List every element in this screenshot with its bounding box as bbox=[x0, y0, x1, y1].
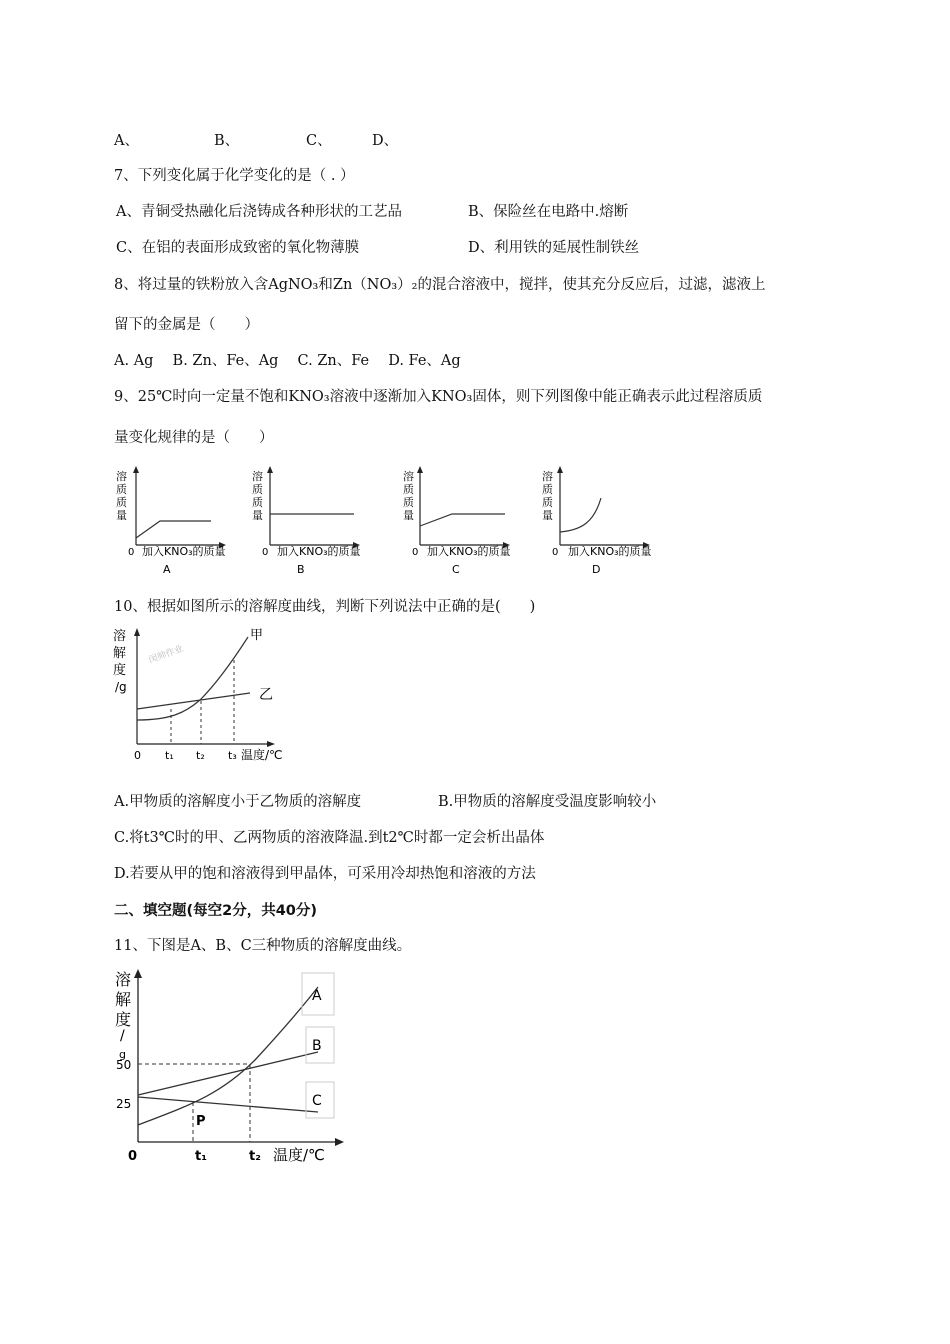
q9-stem-line2: 量变化规律的是（ ） bbox=[114, 430, 274, 446]
q7-option-d: D、利用铁的延展性制铁丝 bbox=[468, 240, 640, 256]
q10-option-d: D.若要从甲的饱和溶液得到甲晶体，可采用冷却热饱和溶液的方法 bbox=[114, 866, 536, 882]
q10-curve-jia bbox=[137, 637, 248, 720]
q10-option-b: B.甲物质的溶解度受温度影响较小 bbox=[438, 794, 657, 810]
q9-c-ylabel-3: 质 bbox=[403, 496, 414, 509]
q9-c-ylabel-4: 量 bbox=[403, 509, 414, 522]
q10-solubility-graph bbox=[110, 625, 310, 770]
q9-curve-d bbox=[560, 498, 601, 532]
q9-graph-b bbox=[252, 466, 361, 576]
q11-label-c: C bbox=[312, 1093, 322, 1109]
q9-stem-line1: 9、25℃时向一定量不饱和KNO₃溶液中逐渐加入KNO₃固体，则下列图像中能正确表示此过程溶质质 bbox=[114, 389, 763, 405]
q7-option-b: B、保险丝在电路中.熔断 bbox=[468, 204, 629, 220]
q9-b-xlabel: 加入KNO₃的质量 bbox=[277, 545, 361, 558]
q9-a-ylabel-3: 质 bbox=[116, 496, 127, 509]
q10-tick-t3: t₃ bbox=[228, 749, 237, 762]
q10-ylabel-2: 解 bbox=[113, 646, 127, 661]
q9-c-letter: C bbox=[452, 563, 460, 576]
q9-d-ylabel-1: 溶 bbox=[542, 470, 553, 483]
q10-watermark: 闵帅作业 bbox=[147, 644, 185, 666]
q9-c-xlabel: 加入KNO₃的质量 bbox=[427, 545, 511, 558]
q8-stem-line1: 8、将过量的铁粉放入含AgNO₃和Zn（NO₃）₂的混合溶液中，搅拌，使其充分反应后，过滤，滤液上 bbox=[114, 277, 766, 293]
q9-curve-a bbox=[136, 521, 211, 538]
q11-curve-c bbox=[138, 1097, 318, 1112]
q9-graph-d bbox=[542, 466, 652, 576]
q8-options: A. Ag B. Zn、Fe、Ag C. Zn、Fe D. Fe、Ag bbox=[114, 353, 461, 369]
q11-xtick-t2: t₂ bbox=[249, 1149, 261, 1164]
q9-graph-c bbox=[403, 466, 511, 576]
q9-b-ylabel-4: 量 bbox=[252, 509, 263, 522]
q9-d-ylabel-2: 质 bbox=[542, 483, 553, 496]
q9-curve-c bbox=[420, 514, 505, 526]
q6-option-c: C、 bbox=[306, 133, 332, 149]
q9-b-origin: 0 bbox=[262, 547, 269, 558]
q11-label-b: B bbox=[312, 1038, 322, 1054]
q9-a-ylabel-1: 溶 bbox=[116, 470, 127, 483]
q11-curve-b bbox=[138, 1052, 318, 1095]
q9-a-ylabel-4: 量 bbox=[116, 509, 127, 522]
q10-tick-t1: t₁ bbox=[165, 749, 174, 762]
q10-ylabel-1: 溶 bbox=[113, 629, 127, 644]
q11-ytick-25: 25 bbox=[116, 1097, 132, 1111]
q9-d-letter: D bbox=[592, 563, 601, 576]
q9-b-ylabel-2: 质 bbox=[252, 483, 263, 496]
q9-a-xlabel: 加入KNO₃的质量 bbox=[142, 545, 226, 558]
q11-xlabel: 温度/℃ bbox=[273, 1146, 325, 1164]
q9-b-ylabel-3: 质 bbox=[252, 496, 263, 509]
q10-option-c: C.将t3℃时的甲、乙两物质的溶液降温.到t2℃时都一定会析出晶体 bbox=[114, 830, 545, 846]
q6-option-b: B、 bbox=[214, 133, 240, 149]
q11-ytick-50: 50 bbox=[116, 1058, 132, 1072]
q9-graphs bbox=[0, 460, 950, 590]
q10-label-jia: 甲 bbox=[250, 628, 264, 643]
q9-c-ylabel-2: 质 bbox=[403, 483, 414, 496]
q6-option-a: A、 bbox=[114, 133, 139, 149]
q10-ylabel-3: 度 bbox=[113, 663, 127, 678]
q11-ylabel-1: 溶 bbox=[115, 970, 132, 989]
q9-d-ylabel-3: 质 bbox=[542, 496, 553, 509]
q7-option-a: A、青铜受热融化后浇铸成各种形状的工艺品 bbox=[116, 204, 402, 220]
q7-stem: 7、下列变化属于化学变化的是（ . ） bbox=[114, 168, 355, 184]
section-2-heading: 二、填空题(每空2分，共40分) bbox=[114, 903, 318, 919]
q6-option-d: D、 bbox=[372, 133, 399, 149]
q10-option-a: A.甲物质的溶解度小于乙物质的溶解度 bbox=[114, 794, 362, 810]
q11-xtick-t1: t₁ bbox=[195, 1149, 207, 1164]
q10-tick-t2: t₂ bbox=[196, 749, 205, 762]
q10-ylabel-4: /g bbox=[115, 680, 127, 694]
q9-a-ylabel-2: 质 bbox=[116, 483, 127, 496]
q11-origin: 0 bbox=[128, 1149, 138, 1164]
q9-c-origin: 0 bbox=[412, 547, 419, 558]
q11-ylabel-3: 度 bbox=[115, 1010, 132, 1029]
q9-d-ylabel-4: 量 bbox=[542, 509, 553, 522]
q11-solubility-graph bbox=[110, 965, 360, 1170]
q11-ylabel-5: g bbox=[119, 1048, 126, 1061]
q9-d-origin: 0 bbox=[552, 547, 559, 558]
q7-option-c: C、在铝的表面形成致密的氧化物薄膜 bbox=[116, 240, 360, 256]
q11-ylabel-2: 解 bbox=[115, 990, 132, 1009]
q10-stem: 10、根据如图所示的溶解度曲线，判断下列说法中正确的是( ) bbox=[114, 599, 536, 615]
q10-label-yi: 乙 bbox=[259, 687, 273, 703]
q11-stem: 11、下图是A、B、C三种物质的溶解度曲线。 bbox=[114, 938, 412, 954]
q10-xlabel: 温度/℃ bbox=[241, 748, 283, 762]
q9-a-letter: A bbox=[163, 563, 171, 576]
q9-a-origin: 0 bbox=[128, 547, 135, 558]
q9-c-ylabel-1: 溶 bbox=[403, 470, 414, 483]
q8-stem-line2: 留下的金属是（ ） bbox=[114, 317, 259, 333]
q9-b-ylabel-1: 溶 bbox=[252, 470, 263, 483]
q10-curve-yi bbox=[137, 693, 250, 709]
q10-origin: 0 bbox=[134, 749, 141, 762]
q11-label-a: A bbox=[312, 988, 322, 1004]
q9-graph-a bbox=[116, 466, 226, 576]
q9-d-xlabel: 加入KNO₃的质量 bbox=[568, 545, 652, 558]
q11-ylabel-4: / bbox=[120, 1028, 125, 1044]
q9-b-letter: B bbox=[297, 563, 305, 576]
q11-point-p: P bbox=[196, 1114, 206, 1129]
